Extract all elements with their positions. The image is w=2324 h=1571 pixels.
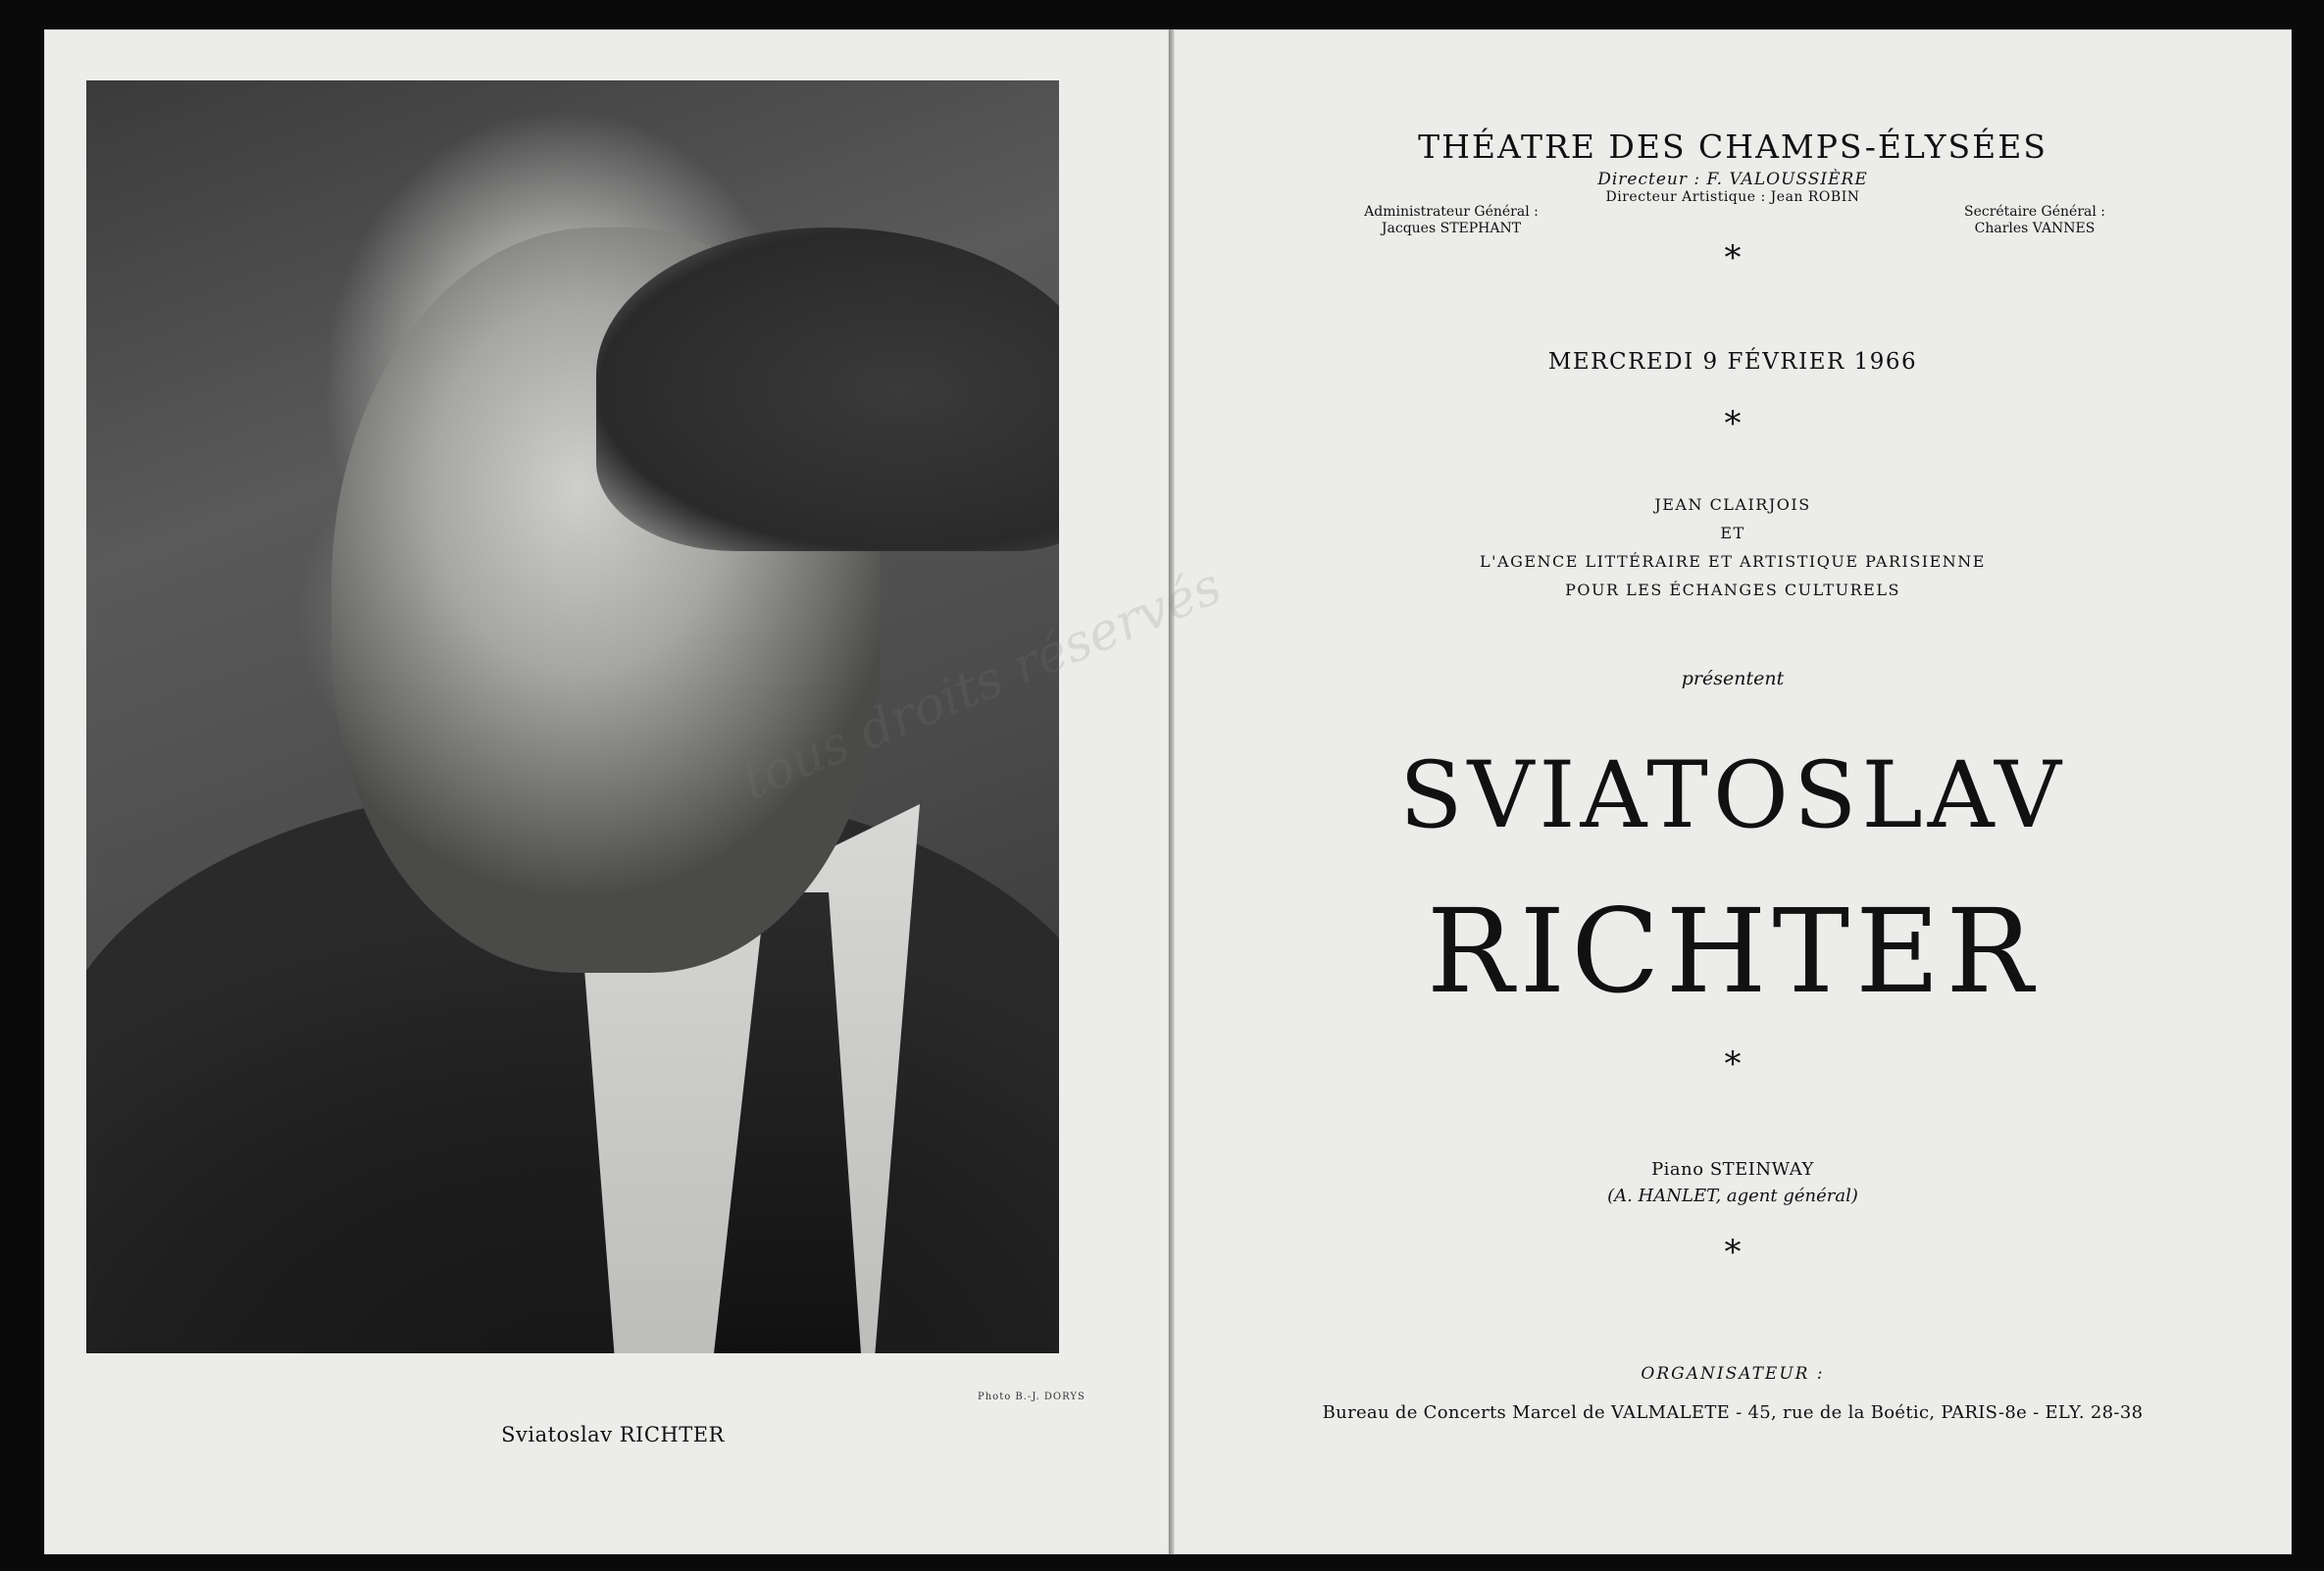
secretaire-name: Charles VANNES — [1974, 221, 2096, 236]
asterisk-separator: * — [1724, 404, 1742, 443]
presenter-line: POUR LES ÉCHANGES CULTURELS — [1565, 581, 1900, 599]
portrait-photo — [86, 80, 1059, 1353]
asterisk-separator: * — [1724, 1044, 1742, 1084]
organisateur-label: ORGANISATEUR : — [1641, 1364, 1825, 1384]
asterisk-separator: * — [1724, 238, 1742, 278]
presenter-line: L'AGENCE LITTÉRAIRE ET ARTISTIQUE PARISIENNE — [1480, 552, 1986, 571]
artist-first-name: SVIATOSLAV — [1399, 742, 2066, 849]
theatre-title: THÉATRE DES CHAMPS-ÉLYSÉES — [1418, 127, 2047, 166]
photo-hair — [596, 228, 1059, 551]
presentent-text: présentent — [1681, 668, 1785, 689]
agent-line: (A. HANLET, agent général) — [1607, 1186, 1858, 1206]
presenters-block — [1174, 490, 2292, 604]
directeur-line: Directeur : F. VALOUSSIÈRE — [1597, 170, 1868, 189]
presenter-line: JEAN CLAIRJOIS — [1654, 495, 1811, 514]
bureau-line: Bureau de Concerts Marcel de VALMALETE - 45, rue de la Boétic, PARIS-8e - ELY. 28-38 — [1322, 1402, 2144, 1423]
secretaire-title: Secrétaire Général : — [1963, 204, 2106, 220]
administrateur-title: Administrateur Général : — [1364, 204, 1539, 220]
photo-credit: Photo B.-J. DORYS — [978, 1392, 1086, 1402]
administrateur-name: Jacques STEPHANT — [1381, 221, 1522, 236]
directeur-artistique-line: Directeur Artistique : Jean ROBIN — [1605, 189, 1860, 205]
concert-date: MERCREDI 9 FÉVRIER 1966 — [1547, 349, 1918, 375]
asterisk-separator: * — [1724, 1233, 1742, 1272]
presenter-line: ET — [1720, 524, 1745, 542]
piano-line: Piano STEINWAY — [1651, 1159, 1814, 1180]
secretaire-block — [1946, 204, 2123, 237]
photo-caption: Sviatoslav RICHTER — [501, 1423, 725, 1446]
artist-last-name: RICHTER — [1426, 884, 2040, 1019]
administrateur-block — [1363, 204, 1540, 237]
